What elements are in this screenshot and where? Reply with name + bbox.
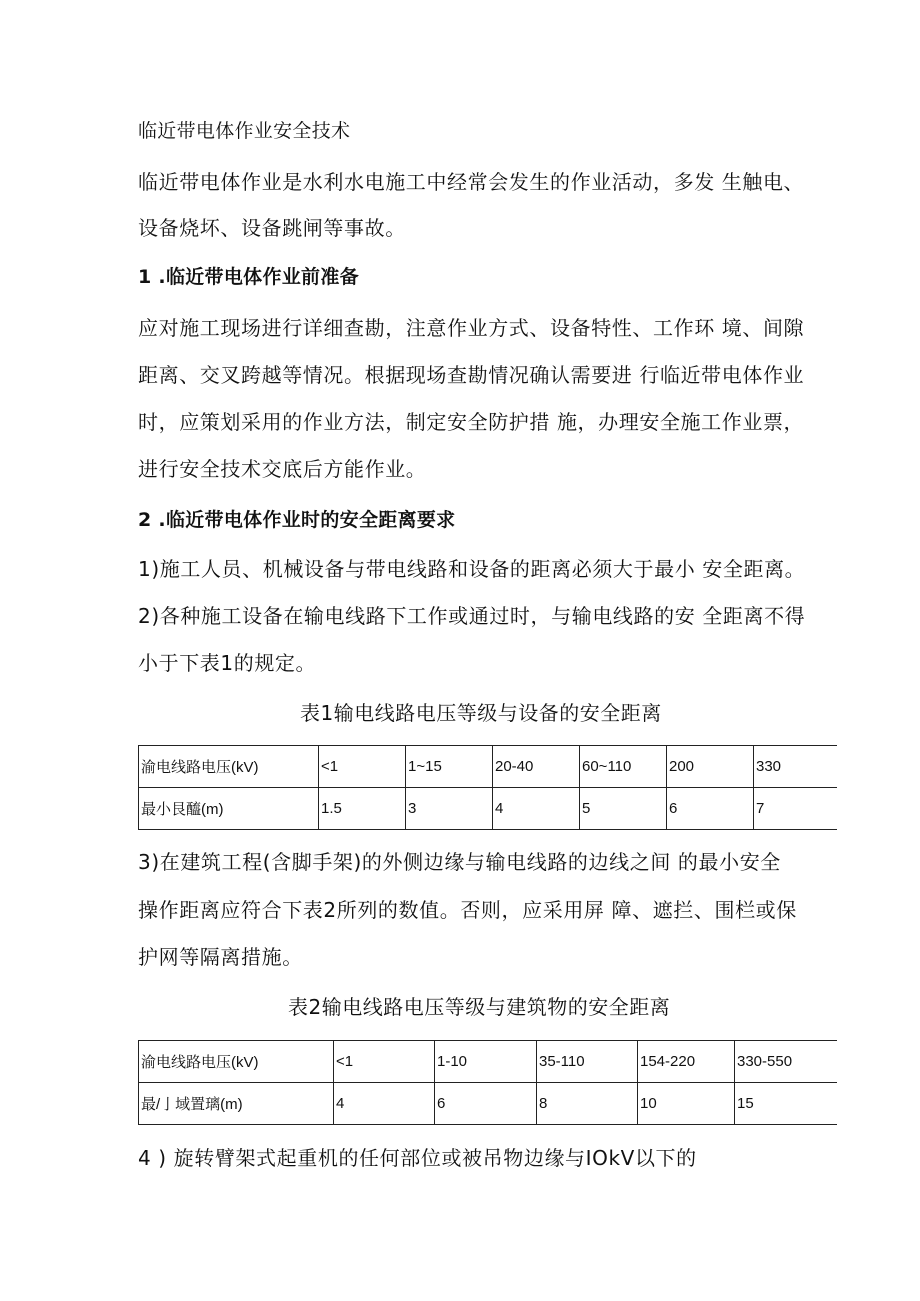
table1-cell: 330 — [754, 746, 837, 788]
section2-heading: 2 .临近带电体作业时的安全距离要求 — [138, 509, 456, 531]
table2-cell: 330-550 — [735, 1041, 837, 1083]
table1-cell: 4 — [493, 788, 580, 830]
table2-cell: 10 — [638, 1083, 735, 1125]
item3-line-1: 3)在建筑工程(含脚手架)的外侧边缘与输电线路的边线之间 的最小安全 — [138, 850, 781, 874]
section1-line-3: 时，应策划采用的作业方法，制定安全防护措 施，办理安全施工作业票， — [138, 410, 805, 434]
document-title: 临近带电体作业安全技术 — [138, 120, 351, 142]
table1-row-distance — [139, 788, 837, 830]
item3-line-3: 护网等隔离措施。 — [138, 945, 303, 969]
table2-cell: <1 — [334, 1041, 435, 1083]
table1-caption: 表1输电线路电压等级与设备的安全距离 — [300, 701, 662, 725]
table2-row-voltage — [139, 1041, 837, 1083]
table1-cell: 1~15 — [406, 746, 493, 788]
intro-line-1: 临近带电体作业是水利水电施工中经常会发生的作业活动，多发 生触电、 — [138, 170, 805, 194]
item1-line: 1)施工人员、机械设备与带电线路和设备的距离必须大于最小 安全距离。 — [138, 557, 806, 581]
table1-cell: 最小艮醯(m) — [139, 788, 319, 830]
table2-caption: 表2输电线路电压等级与建筑物的安全距离 — [288, 995, 671, 1019]
table2-cell: 154-220 — [638, 1041, 735, 1083]
table1-cell: 20-40 — [493, 746, 580, 788]
section1-heading: 1 .临近带电体作业前准备 — [138, 266, 359, 288]
table1-cell: 5 — [580, 788, 667, 830]
item3-line-2: 操作距离应符合下表2所列的数值。否则，应采用屏 障、遮拦、围栏或保 — [138, 898, 797, 922]
table1-cell: 6 — [667, 788, 754, 830]
table1 — [138, 745, 837, 830]
table2-cell: 35-110 — [537, 1041, 638, 1083]
table1-cell: 渝电线路电压(kV) — [139, 746, 319, 788]
table1-cell: 1.5 — [319, 788, 406, 830]
table2 — [138, 1040, 837, 1125]
table2-cell: 4 — [334, 1083, 435, 1125]
table2-row-distance — [139, 1083, 837, 1125]
table2-cell: 6 — [435, 1083, 537, 1125]
section1-line-4: 进行安全技术交底后方能作业。 — [138, 457, 427, 481]
table1-cell: 200 — [667, 746, 754, 788]
table2-cell: 渝电线路电压(kV) — [139, 1041, 334, 1083]
item4-line: 4 ) 旋转臂架式起重机的任何部位或被吊物边缘与IOkV以下的 — [138, 1146, 697, 1170]
table2-cell: 15 — [735, 1083, 837, 1125]
table1-cell: 60~110 — [580, 746, 667, 788]
item2-line-1: 2)各种施工设备在输电线路下工作或通过时，与输电线路的安 全距离不得 — [138, 604, 806, 628]
table1-row-voltage — [139, 746, 837, 788]
table1-cell: 7 — [754, 788, 837, 830]
section1-line-1: 应对施工现场进行详细查勘，注意作业方式、设备特性、工作环 境、间隙 — [138, 316, 805, 340]
intro-line-2: 设备烧坏、设备跳闸等事故。 — [138, 216, 406, 240]
table1-cell: 3 — [406, 788, 493, 830]
table2-cell: 最/亅域置璃(m) — [139, 1083, 334, 1125]
table2-cell: 8 — [537, 1083, 638, 1125]
section1-line-2: 距离、交叉跨越等情况。根据现场查勘情况确认需要进 行临近带电体作业 — [138, 363, 805, 387]
item2-line-2: 小于下表1的规定。 — [138, 651, 317, 675]
table1-cell: <1 — [319, 746, 406, 788]
table2-cell: 1-10 — [435, 1041, 537, 1083]
